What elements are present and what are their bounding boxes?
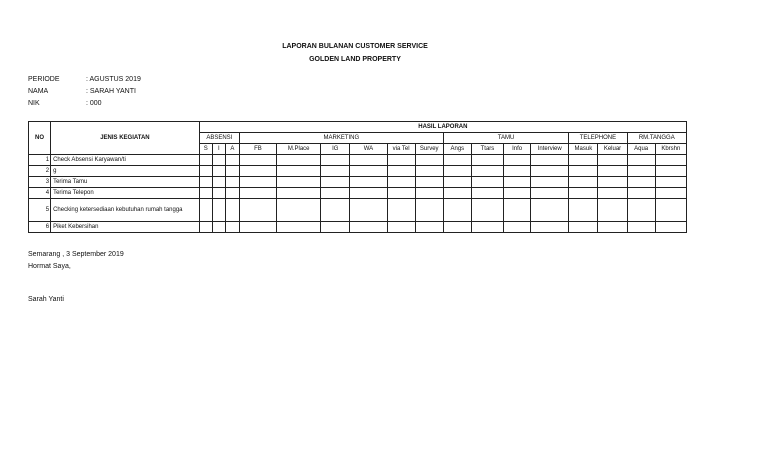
table-cell — [350, 199, 387, 222]
table-cell — [655, 155, 686, 166]
row-number: 3 — [29, 177, 51, 188]
table-cell — [598, 166, 627, 177]
row-number: 4 — [29, 188, 51, 199]
row-activity: Check Absensi Karyawan/ti — [51, 155, 200, 166]
table-cell — [471, 199, 503, 222]
table-cell — [443, 199, 471, 222]
table-cell — [321, 155, 350, 166]
meta-value: : SARAH YANTI — [86, 88, 136, 95]
table-cell — [655, 199, 686, 222]
row-number: 6 — [29, 222, 51, 233]
table-cell — [212, 199, 225, 222]
table-cell — [225, 177, 239, 188]
table-cell — [531, 166, 569, 177]
table-cell — [443, 188, 471, 199]
table-cell — [655, 166, 686, 177]
table-cell — [598, 199, 627, 222]
subcol-header: M.Place — [277, 144, 321, 155]
table-cell — [350, 188, 387, 199]
table-cell — [627, 199, 655, 222]
subcol-header: A — [225, 144, 239, 155]
table-cell — [350, 155, 387, 166]
table-cell — [239, 177, 276, 188]
table-cell — [471, 188, 503, 199]
row-activity: g — [51, 166, 200, 177]
table-cell — [504, 155, 531, 166]
table-cell — [655, 222, 686, 233]
table-cell — [627, 222, 655, 233]
table-cell — [504, 166, 531, 177]
table-cell — [443, 222, 471, 233]
table-cell — [321, 222, 350, 233]
subcol-header: I — [212, 144, 225, 155]
table-cell — [350, 222, 387, 233]
table-cell — [415, 166, 443, 177]
group-absensi: ABSENSI — [199, 133, 239, 144]
table-cell — [225, 222, 239, 233]
table-cell — [627, 177, 655, 188]
table-cell — [443, 166, 471, 177]
table-cell — [531, 188, 569, 199]
table-cell — [569, 166, 598, 177]
table-cell — [212, 177, 225, 188]
table-cell — [443, 155, 471, 166]
subcol-header: Survey — [415, 144, 443, 155]
subcol-header: Angs — [443, 144, 471, 155]
report-table — [28, 121, 687, 233]
group-marketing: MARKETING — [239, 133, 443, 144]
table-cell — [225, 166, 239, 177]
table-row — [29, 177, 687, 188]
table-cell — [655, 188, 686, 199]
table-cell — [531, 222, 569, 233]
table-cell — [199, 177, 212, 188]
row-activity: Piket Kebersihan — [51, 222, 200, 233]
table-cell — [598, 155, 627, 166]
table-cell — [504, 222, 531, 233]
subcol-header: Info — [504, 144, 531, 155]
meta-value: : 000 — [86, 100, 102, 107]
table-row — [29, 166, 687, 177]
table-cell — [239, 199, 276, 222]
table-cell — [415, 177, 443, 188]
table-cell — [569, 177, 598, 188]
table-cell — [387, 155, 415, 166]
table-cell — [627, 166, 655, 177]
table-cell — [627, 155, 655, 166]
report-title: LAPORAN BULANAN CUSTOMER SERVICE — [282, 43, 428, 50]
table-cell — [531, 155, 569, 166]
table-cell — [569, 199, 598, 222]
table-cell — [387, 199, 415, 222]
subcol-header: Kbrshn — [655, 144, 686, 155]
table-cell — [569, 222, 598, 233]
table-cell — [277, 177, 321, 188]
table-cell — [655, 177, 686, 188]
table-cell — [239, 188, 276, 199]
table-body — [29, 155, 687, 233]
table-cell — [199, 188, 212, 199]
subcol-header: WA — [350, 144, 387, 155]
subcol-header: Interview — [531, 144, 569, 155]
table-cell — [212, 222, 225, 233]
table-cell — [471, 166, 503, 177]
table-cell — [387, 222, 415, 233]
table-cell — [531, 199, 569, 222]
subcol-header: IG — [321, 144, 350, 155]
table-cell — [387, 188, 415, 199]
table-cell — [443, 177, 471, 188]
table-cell — [212, 166, 225, 177]
table-cell — [277, 166, 321, 177]
footer-place-date: Semarang , 3 September 2019 — [28, 251, 124, 258]
table-cell — [199, 155, 212, 166]
subcol-header: FB — [239, 144, 276, 155]
table-cell — [199, 222, 212, 233]
row-activity: Terima Tamu — [51, 177, 200, 188]
table-cell — [199, 166, 212, 177]
table-cell — [415, 188, 443, 199]
table-cell — [277, 199, 321, 222]
table-cell — [350, 166, 387, 177]
table-cell — [277, 155, 321, 166]
table-cell — [569, 155, 598, 166]
table-cell — [504, 199, 531, 222]
table-row — [29, 222, 687, 233]
col-report-header: HASIL LAPORAN — [199, 122, 686, 133]
group-tamu: TAMU — [443, 133, 569, 144]
subcol-header: Aqua — [627, 144, 655, 155]
table-cell — [627, 188, 655, 199]
table-cell — [350, 177, 387, 188]
table-cell — [239, 166, 276, 177]
meta-row-nama — [28, 88, 136, 95]
table-cell — [598, 188, 627, 199]
subcol-header: Ttars — [471, 144, 503, 155]
table-cell — [225, 199, 239, 222]
table-cell — [212, 155, 225, 166]
table-cell — [471, 222, 503, 233]
table-cell — [504, 188, 531, 199]
table-cell — [199, 199, 212, 222]
meta-label: PERIODE — [28, 76, 60, 83]
subcol-header: S — [199, 144, 212, 155]
row-number: 5 — [29, 199, 51, 222]
table-cell — [471, 155, 503, 166]
table-cell — [225, 155, 239, 166]
table-cell — [277, 188, 321, 199]
meta-row-nik — [28, 100, 102, 107]
report-subtitle: GOLDEN LAND PROPERTY — [309, 56, 401, 63]
meta-row-periode — [28, 76, 141, 83]
table-cell — [387, 177, 415, 188]
meta-label: NIK — [28, 100, 40, 107]
table-cell — [598, 177, 627, 188]
table-cell — [598, 222, 627, 233]
table-cell — [415, 199, 443, 222]
table-cell — [239, 222, 276, 233]
table-cell — [239, 155, 276, 166]
subcol-header: Keluar — [598, 144, 627, 155]
row-activity: Checking ketersediaan kebutuhan rumah tangga — [51, 199, 200, 222]
footer-signature: Sarah Yanti — [28, 296, 64, 303]
table-cell — [471, 177, 503, 188]
table-cell — [415, 222, 443, 233]
group-telephone: TELEPHONE — [569, 133, 627, 144]
table-cell — [569, 188, 598, 199]
table-cell — [415, 155, 443, 166]
table-cell — [504, 177, 531, 188]
table-cell — [212, 188, 225, 199]
row-number: 2 — [29, 166, 51, 177]
footer-greeting: Hormat Saya, — [28, 263, 71, 270]
subcol-header: Masuk — [569, 144, 598, 155]
row-activity: Terima Telepon — [51, 188, 200, 199]
table-cell — [387, 166, 415, 177]
table-cell — [321, 199, 350, 222]
table-row — [29, 199, 687, 222]
table-cell — [225, 188, 239, 199]
row-number: 1 — [29, 155, 51, 166]
table-cell — [321, 166, 350, 177]
table-row — [29, 155, 687, 166]
table-row — [29, 188, 687, 199]
meta-value: : AGUSTUS 2019 — [86, 76, 141, 83]
group-rm-tangga: RM.TANGGA — [627, 133, 686, 144]
table-cell — [321, 177, 350, 188]
table-cell — [321, 188, 350, 199]
subcol-header: via Tel — [387, 144, 415, 155]
col-no-header: NO — [29, 122, 51, 155]
table-cell — [277, 222, 321, 233]
table-cell — [531, 177, 569, 188]
col-activity-header: JENIS KEGIATAN — [51, 122, 200, 155]
meta-label: NAMA — [28, 88, 49, 95]
